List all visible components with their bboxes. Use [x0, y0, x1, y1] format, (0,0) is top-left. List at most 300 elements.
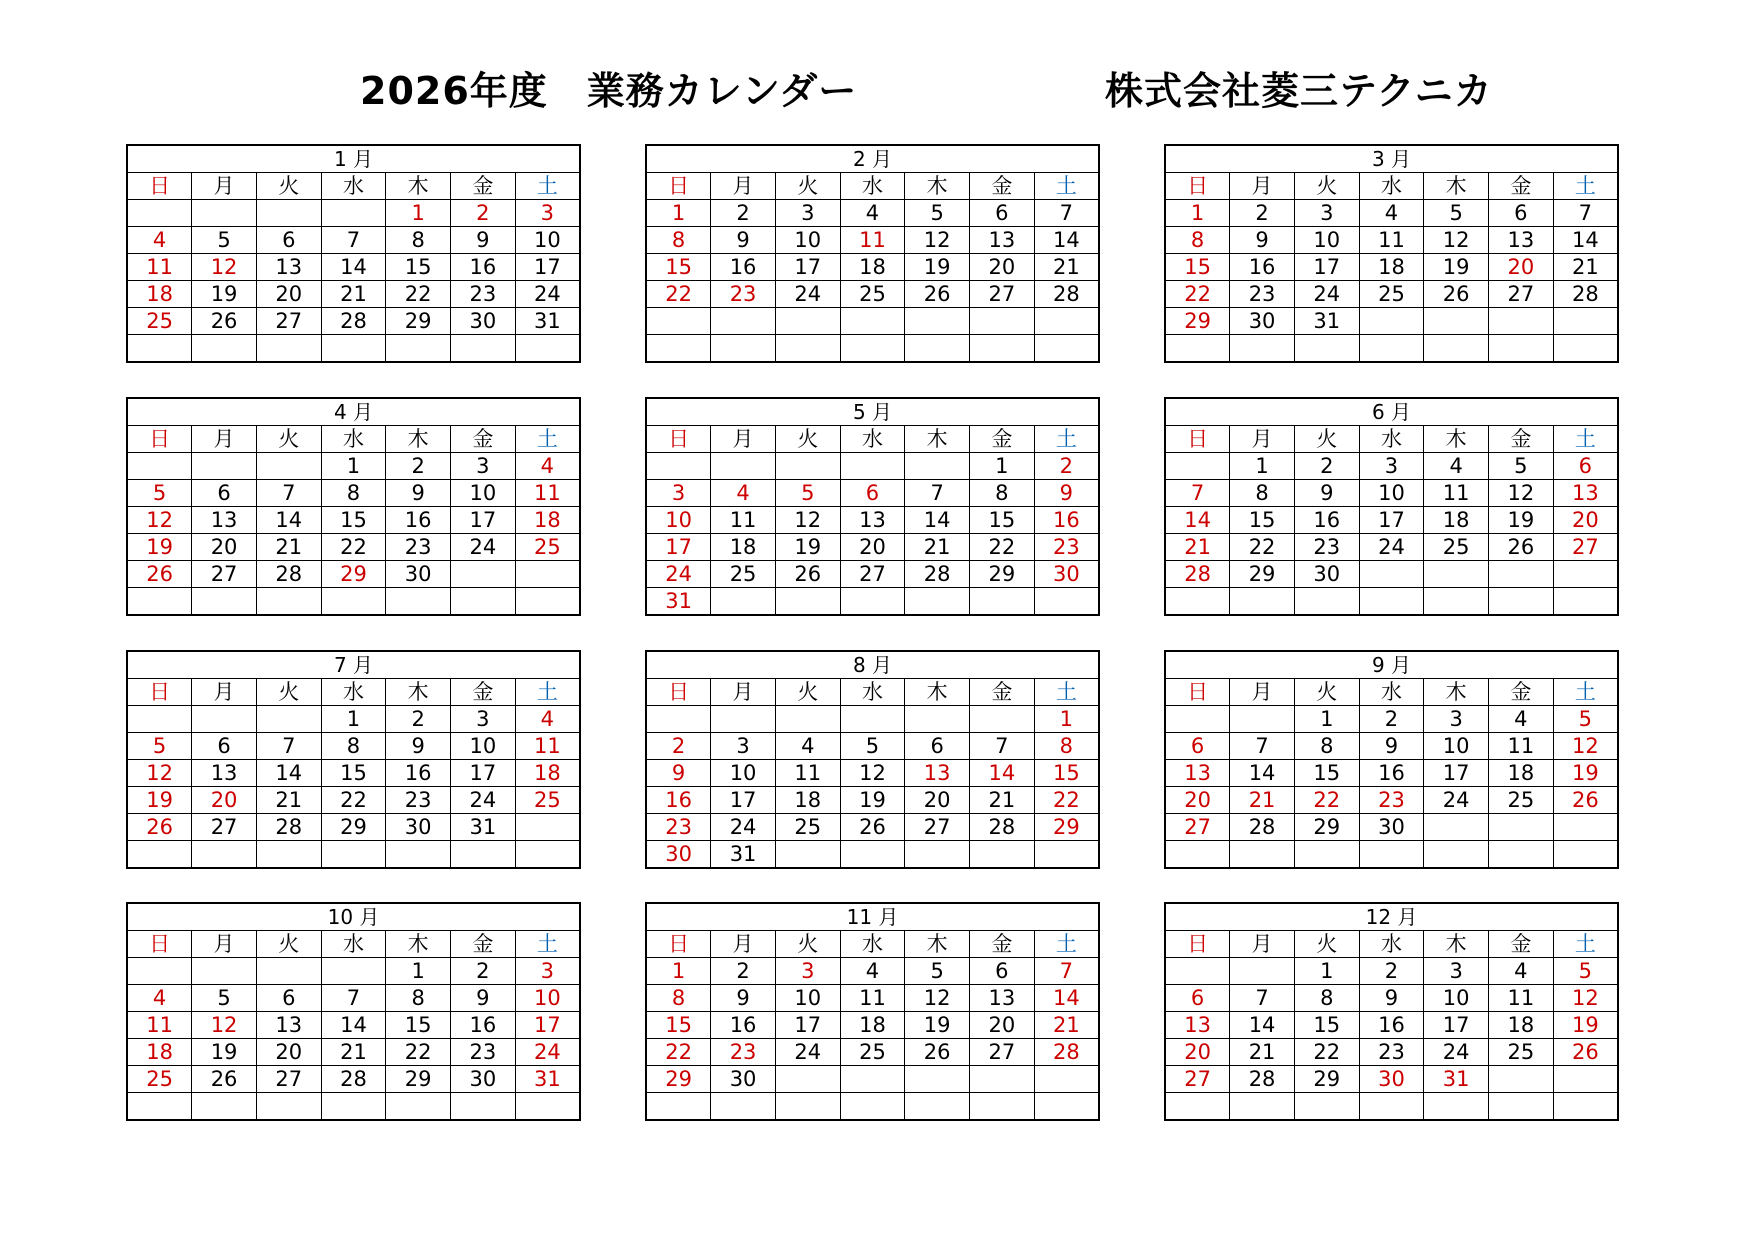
day-cell: 23	[451, 1039, 516, 1066]
weekday-header: 日	[1165, 931, 1230, 958]
day-cell	[256, 335, 321, 363]
day-cell: 29	[386, 1066, 451, 1093]
day-cell: 1	[646, 958, 711, 985]
week-row	[646, 814, 1099, 841]
day-cell: 23	[1294, 534, 1359, 561]
day-cell: 3	[1424, 958, 1489, 985]
day-cell: 7	[905, 480, 970, 507]
weekday-header: 月	[711, 173, 776, 200]
day-cell: 25	[127, 308, 192, 335]
weekday-header: 水	[321, 426, 386, 453]
day-cell	[711, 308, 776, 335]
day-cell: 20	[1165, 1039, 1230, 1066]
day-cell: 23	[1230, 281, 1295, 308]
day-cell	[775, 453, 840, 480]
day-cell: 21	[321, 1039, 386, 1066]
day-cell: 28	[1034, 281, 1099, 308]
day-cell	[1294, 335, 1359, 363]
day-cell	[1359, 1093, 1424, 1121]
day-cell	[1230, 588, 1295, 616]
day-cell: 15	[970, 507, 1035, 534]
day-cell: 11	[1489, 733, 1554, 760]
day-cell: 13	[1489, 227, 1554, 254]
day-cell	[1230, 1093, 1295, 1121]
day-cell: 20	[192, 534, 257, 561]
day-cell: 17	[775, 254, 840, 281]
weekday-header: 金	[970, 173, 1035, 200]
day-cell: 2	[711, 958, 776, 985]
day-cell: 3	[451, 706, 516, 733]
day-cell: 7	[256, 733, 321, 760]
weekday-header: 土	[515, 426, 580, 453]
day-cell: 30	[1359, 814, 1424, 841]
weekday-header: 日	[127, 173, 192, 200]
day-cell: 16	[711, 254, 776, 281]
day-cell: 14	[1165, 507, 1230, 534]
day-cell: 6	[840, 480, 905, 507]
day-cell: 17	[775, 1012, 840, 1039]
weekday-header: 木	[1424, 426, 1489, 453]
day-cell	[1034, 588, 1099, 616]
day-cell: 1	[321, 453, 386, 480]
day-cell: 8	[386, 227, 451, 254]
day-cell: 22	[1034, 787, 1099, 814]
day-cell: 21	[970, 787, 1035, 814]
day-cell	[1359, 841, 1424, 869]
weekday-header: 金	[970, 679, 1035, 706]
day-cell: 5	[1424, 200, 1489, 227]
day-cell: 18	[1359, 254, 1424, 281]
week-row	[646, 227, 1099, 254]
day-cell: 17	[515, 254, 580, 281]
weekday-header: 金	[970, 426, 1035, 453]
month-calendar	[126, 144, 581, 363]
day-cell: 21	[1553, 254, 1618, 281]
day-cell	[256, 200, 321, 227]
day-cell: 21	[256, 534, 321, 561]
day-cell	[905, 841, 970, 869]
weekday-header: 金	[451, 426, 516, 453]
day-cell	[1230, 841, 1295, 869]
day-cell: 11	[840, 985, 905, 1012]
day-cell	[1165, 335, 1230, 363]
day-cell	[1489, 561, 1554, 588]
week-row	[646, 561, 1099, 588]
weekday-header: 日	[646, 426, 711, 453]
week-row	[1165, 985, 1618, 1012]
month-calendar	[645, 144, 1100, 363]
day-cell	[646, 335, 711, 363]
week-row	[127, 787, 580, 814]
day-cell: 29	[386, 308, 451, 335]
day-cell: 16	[711, 1012, 776, 1039]
week-row	[127, 281, 580, 308]
day-cell: 3	[451, 453, 516, 480]
week-row	[1165, 733, 1618, 760]
day-cell	[1489, 1066, 1554, 1093]
day-cell: 3	[775, 958, 840, 985]
day-cell	[1553, 841, 1618, 869]
day-cell: 16	[646, 787, 711, 814]
day-cell: 3	[515, 958, 580, 985]
day-cell	[321, 588, 386, 616]
day-cell	[1034, 1093, 1099, 1121]
day-cell: 6	[256, 985, 321, 1012]
weekday-header: 火	[1294, 679, 1359, 706]
day-cell	[321, 1093, 386, 1121]
day-cell	[1165, 1093, 1230, 1121]
day-cell: 15	[1294, 1012, 1359, 1039]
day-cell	[1553, 1093, 1618, 1121]
day-cell: 17	[1424, 760, 1489, 787]
week-row	[127, 841, 580, 869]
weekday-header: 日	[127, 931, 192, 958]
week-row	[1165, 453, 1618, 480]
day-cell	[711, 588, 776, 616]
day-cell: 15	[321, 760, 386, 787]
weekday-header: 火	[256, 173, 321, 200]
day-cell: 28	[1230, 1066, 1295, 1093]
weekday-header: 水	[321, 173, 386, 200]
day-cell: 16	[1359, 1012, 1424, 1039]
day-cell	[1424, 308, 1489, 335]
day-cell: 18	[1489, 760, 1554, 787]
day-cell: 28	[970, 814, 1035, 841]
day-cell: 25	[711, 561, 776, 588]
day-cell: 6	[1165, 985, 1230, 1012]
day-cell: 14	[256, 507, 321, 534]
day-cell: 25	[1424, 534, 1489, 561]
day-cell: 25	[515, 534, 580, 561]
day-cell: 24	[1294, 281, 1359, 308]
day-cell	[1553, 561, 1618, 588]
day-cell	[1230, 958, 1295, 985]
week-row	[1165, 227, 1618, 254]
day-cell	[1489, 841, 1554, 869]
weekday-header: 火	[775, 931, 840, 958]
day-cell: 30	[646, 841, 711, 869]
day-cell	[386, 588, 451, 616]
day-cell: 29	[970, 561, 1035, 588]
day-cell: 30	[1359, 1066, 1424, 1093]
day-cell	[775, 1093, 840, 1121]
day-cell: 19	[1489, 507, 1554, 534]
day-cell	[192, 1093, 257, 1121]
week-row	[1165, 308, 1618, 335]
day-cell: 3	[775, 200, 840, 227]
day-cell: 12	[775, 507, 840, 534]
weekday-header: 木	[905, 931, 970, 958]
day-cell: 9	[1359, 985, 1424, 1012]
day-cell: 11	[775, 760, 840, 787]
day-cell: 5	[127, 480, 192, 507]
day-cell: 17	[515, 1012, 580, 1039]
day-cell: 11	[1424, 480, 1489, 507]
weekday-header: 火	[775, 173, 840, 200]
day-cell: 8	[1034, 733, 1099, 760]
day-cell	[1424, 814, 1489, 841]
day-cell: 15	[1165, 254, 1230, 281]
day-cell	[905, 1093, 970, 1121]
day-cell: 22	[1230, 534, 1295, 561]
weekday-header: 月	[711, 931, 776, 958]
day-cell: 2	[711, 200, 776, 227]
week-row	[1165, 760, 1618, 787]
day-cell: 26	[192, 308, 257, 335]
weekday-header: 月	[192, 426, 257, 453]
day-cell	[1165, 841, 1230, 869]
month-label: 6 月	[1165, 398, 1618, 426]
week-row	[646, 841, 1099, 869]
day-cell: 5	[905, 958, 970, 985]
day-cell: 9	[386, 733, 451, 760]
day-cell: 9	[451, 227, 516, 254]
day-cell: 12	[1424, 227, 1489, 254]
day-cell: 24	[1359, 534, 1424, 561]
day-cell: 21	[1230, 1039, 1295, 1066]
day-cell: 1	[1165, 200, 1230, 227]
week-row	[127, 507, 580, 534]
day-cell: 4	[1489, 706, 1554, 733]
month-label: 2 月	[646, 145, 1099, 173]
weekday-header: 水	[1359, 426, 1424, 453]
day-cell: 31	[1294, 308, 1359, 335]
day-cell: 18	[515, 760, 580, 787]
day-cell	[1359, 561, 1424, 588]
day-cell: 24	[451, 787, 516, 814]
day-cell: 28	[1034, 1039, 1099, 1066]
day-cell: 30	[1034, 561, 1099, 588]
day-cell: 5	[1553, 706, 1618, 733]
day-cell: 22	[1294, 787, 1359, 814]
day-cell: 19	[1424, 254, 1489, 281]
page-title: 2026年度 業務カレンダー	[360, 69, 858, 113]
day-cell	[321, 200, 386, 227]
day-cell	[1489, 335, 1554, 363]
day-cell: 8	[970, 480, 1035, 507]
day-cell: 2	[646, 733, 711, 760]
day-cell: 8	[321, 480, 386, 507]
day-cell: 8	[386, 985, 451, 1012]
day-cell	[1489, 588, 1554, 616]
weekday-header: 土	[1034, 679, 1099, 706]
day-cell: 9	[451, 985, 516, 1012]
weekday-header: 火	[1294, 173, 1359, 200]
week-row	[646, 200, 1099, 227]
day-cell	[905, 588, 970, 616]
month-label: 9 月	[1165, 651, 1618, 679]
day-cell: 6	[192, 733, 257, 760]
day-cell	[646, 706, 711, 733]
day-cell	[192, 335, 257, 363]
day-cell: 27	[970, 281, 1035, 308]
day-cell	[515, 814, 580, 841]
day-cell: 6	[192, 480, 257, 507]
day-cell: 17	[711, 787, 776, 814]
day-cell: 26	[905, 1039, 970, 1066]
day-cell: 15	[321, 507, 386, 534]
day-cell: 22	[321, 787, 386, 814]
day-cell: 25	[1489, 1039, 1554, 1066]
day-cell: 12	[1553, 985, 1618, 1012]
day-cell: 22	[386, 281, 451, 308]
weekday-header: 木	[386, 173, 451, 200]
day-cell: 11	[127, 1012, 192, 1039]
day-cell: 2	[451, 200, 516, 227]
day-cell: 19	[192, 281, 257, 308]
week-row	[127, 453, 580, 480]
weekday-header: 水	[1359, 173, 1424, 200]
month-calendar	[126, 397, 581, 616]
day-cell: 19	[127, 534, 192, 561]
day-cell: 6	[1165, 733, 1230, 760]
day-cell: 16	[1230, 254, 1295, 281]
month-label: 1 月	[127, 145, 580, 173]
day-cell: 7	[1165, 480, 1230, 507]
day-cell: 4	[775, 733, 840, 760]
month-label: 11 月	[646, 903, 1099, 931]
day-cell: 27	[840, 561, 905, 588]
weekday-header: 土	[1553, 426, 1618, 453]
day-cell	[970, 1093, 1035, 1121]
day-cell	[127, 958, 192, 985]
day-cell: 6	[1553, 453, 1618, 480]
weekday-header: 日	[1165, 679, 1230, 706]
day-cell: 27	[970, 1039, 1035, 1066]
day-cell	[192, 706, 257, 733]
weekday-header: 火	[256, 931, 321, 958]
day-cell: 30	[711, 1066, 776, 1093]
day-cell	[515, 841, 580, 869]
day-cell: 15	[646, 1012, 711, 1039]
day-cell: 7	[321, 227, 386, 254]
weekday-header: 木	[905, 679, 970, 706]
day-cell: 14	[1034, 227, 1099, 254]
day-cell: 25	[840, 1039, 905, 1066]
week-row	[646, 254, 1099, 281]
day-cell: 25	[840, 281, 905, 308]
day-cell	[840, 1093, 905, 1121]
day-cell: 4	[840, 958, 905, 985]
day-cell: 14	[1230, 1012, 1295, 1039]
day-cell: 1	[970, 453, 1035, 480]
day-cell: 17	[451, 507, 516, 534]
week-row	[127, 814, 580, 841]
day-cell	[905, 1066, 970, 1093]
day-cell: 28	[321, 1066, 386, 1093]
day-cell: 19	[127, 787, 192, 814]
day-cell: 31	[1424, 1066, 1489, 1093]
day-cell: 29	[321, 814, 386, 841]
day-cell: 28	[256, 561, 321, 588]
day-cell	[386, 335, 451, 363]
month-calendar	[645, 397, 1100, 616]
day-cell	[256, 706, 321, 733]
day-cell	[1553, 588, 1618, 616]
week-row	[646, 733, 1099, 760]
weekday-header: 金	[451, 173, 516, 200]
day-cell: 11	[711, 507, 776, 534]
week-row	[1165, 1039, 1618, 1066]
week-row	[127, 706, 580, 733]
week-row	[1165, 281, 1618, 308]
day-cell: 18	[711, 534, 776, 561]
day-cell	[127, 453, 192, 480]
day-cell	[256, 453, 321, 480]
day-cell: 3	[1359, 453, 1424, 480]
day-cell: 23	[386, 787, 451, 814]
day-cell: 19	[905, 254, 970, 281]
day-cell	[451, 1093, 516, 1121]
weekday-header: 木	[386, 931, 451, 958]
weekday-header: 月	[192, 679, 257, 706]
week-row	[1165, 1012, 1618, 1039]
day-cell	[970, 841, 1035, 869]
week-row	[646, 1039, 1099, 1066]
day-cell: 20	[905, 787, 970, 814]
month-calendar	[126, 902, 581, 1121]
day-cell: 1	[646, 200, 711, 227]
day-cell: 23	[1359, 787, 1424, 814]
day-cell	[775, 841, 840, 869]
day-cell: 6	[256, 227, 321, 254]
weekday-header: 金	[1489, 679, 1554, 706]
day-cell	[451, 841, 516, 869]
weekday-header: 日	[646, 679, 711, 706]
day-cell: 27	[192, 814, 257, 841]
week-row	[127, 588, 580, 616]
month-label: 10 月	[127, 903, 580, 931]
week-row	[127, 227, 580, 254]
day-cell: 6	[905, 733, 970, 760]
day-cell: 20	[970, 254, 1035, 281]
day-cell: 8	[1294, 985, 1359, 1012]
day-cell: 3	[711, 733, 776, 760]
day-cell: 30	[386, 814, 451, 841]
weekday-header: 土	[1034, 931, 1099, 958]
day-cell	[192, 958, 257, 985]
week-row	[1165, 534, 1618, 561]
day-cell: 18	[1424, 507, 1489, 534]
day-cell	[256, 958, 321, 985]
day-cell	[1424, 588, 1489, 616]
weekday-header: 土	[1553, 679, 1618, 706]
day-cell: 11	[840, 227, 905, 254]
weekday-header: 土	[1034, 426, 1099, 453]
day-cell: 10	[775, 227, 840, 254]
day-cell: 4	[127, 985, 192, 1012]
day-cell	[451, 561, 516, 588]
week-row	[127, 335, 580, 363]
company-name: 株式会社菱三テクニカ	[1105, 69, 1493, 113]
day-cell: 13	[1553, 480, 1618, 507]
weekday-header: 水	[840, 931, 905, 958]
weekday-header: 土	[515, 679, 580, 706]
weekday-header: 金	[451, 679, 516, 706]
day-cell: 3	[646, 480, 711, 507]
day-cell: 15	[1230, 507, 1295, 534]
weekday-header: 月	[1230, 931, 1295, 958]
day-cell: 24	[451, 534, 516, 561]
day-cell: 16	[386, 760, 451, 787]
day-cell	[1294, 588, 1359, 616]
week-row	[646, 985, 1099, 1012]
day-cell: 20	[840, 534, 905, 561]
day-cell	[840, 335, 905, 363]
day-cell	[970, 1066, 1035, 1093]
day-cell	[1165, 588, 1230, 616]
day-cell	[646, 1093, 711, 1121]
